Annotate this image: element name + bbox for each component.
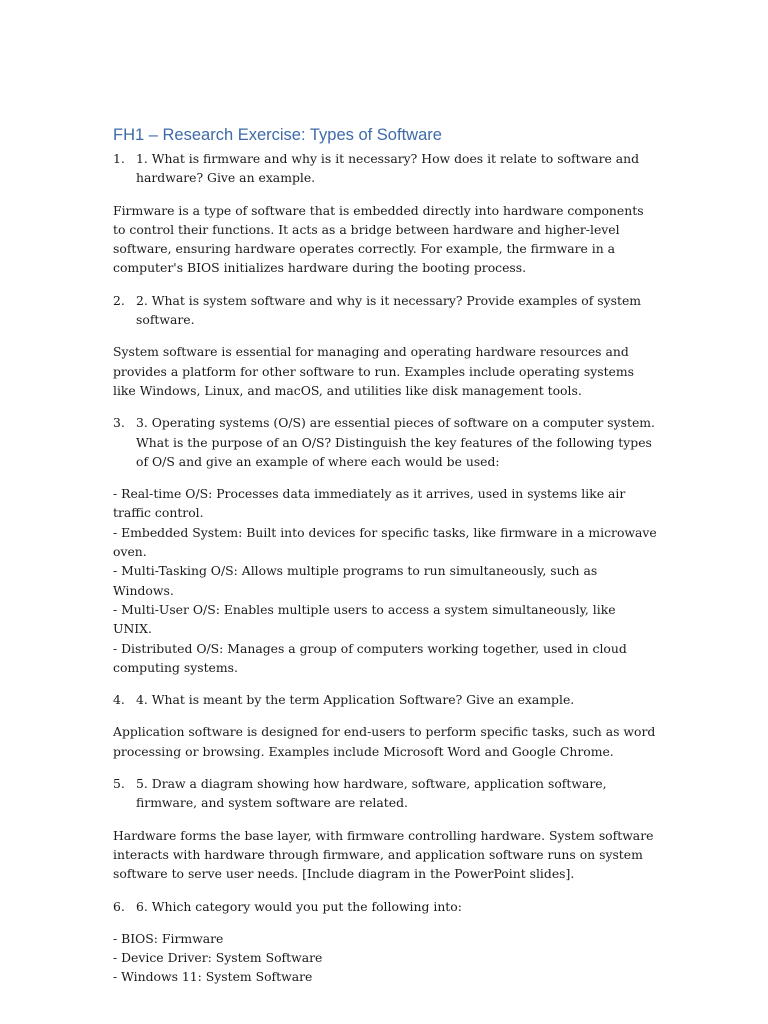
question-number: 2. bbox=[113, 292, 125, 308]
question-text: 6. Which category would you put the following into: bbox=[136, 898, 462, 914]
question-text: 1. What is firmware and why is it necessary? How does it relate to software and hardware? Give an example. bbox=[136, 151, 640, 186]
answer-line-distributed: - Distributed O/S: Manages a group of computers working together, used in cloud computing systems. bbox=[113, 640, 627, 675]
answer-line: Firmware is a type of software that is embedded directly into hardware components to control their functions. It acts as a bridge between hardware and higher-level software, ensuring hardware operates correctly. For example, the firmware in a computer's BIOS initializes hardware during the booting process. bbox=[113, 202, 644, 276]
answer-line: Hardware forms the base layer, with firmware controlling hardware. System software interacts with hardware through firmware, and application software runs on system software to serve user needs. [Include diagram in the PowerPoint slides]. bbox=[113, 827, 654, 882]
answer-line-windows: - Windows 11: System Software bbox=[113, 969, 313, 985]
answer-2 bbox=[113, 342, 658, 400]
question-6 bbox=[113, 897, 658, 916]
answer-line-bios: - BIOS: Firmware bbox=[113, 930, 224, 946]
answer-line-multiuser: - Multi-User O/S: Enables multiple users to access a system simultaneously, like UNIX. bbox=[113, 601, 616, 637]
answer-line-device-driver: - Device Driver: System Software bbox=[113, 950, 323, 966]
question-5 bbox=[113, 774, 658, 813]
document-page bbox=[113, 124, 658, 1000]
question-number: 1. bbox=[113, 151, 125, 166]
question-2 bbox=[113, 291, 658, 330]
answer-line: Application software is designed for end-users to perform specific tasks, such as word processing or browsing. Examples include Microsoft Word and Google Chrome. bbox=[113, 724, 656, 759]
question-text: 5. Draw a diagram showing how hardware, software, application software, firmware, and system software are related. bbox=[136, 776, 607, 811]
question-number: 4. bbox=[113, 692, 125, 708]
answer-5 bbox=[113, 826, 658, 884]
question-4 bbox=[113, 690, 658, 709]
answer-line-multitasking: - Multi-Tasking O/S: Allows multiple programs to run simultaneously, such as Windows. bbox=[113, 563, 598, 598]
answer-1 bbox=[113, 201, 658, 278]
question-number: 6. bbox=[113, 898, 125, 914]
question-3 bbox=[113, 413, 658, 471]
question-number: 3. bbox=[113, 415, 125, 431]
answer-line: System software is essential for managing and operating hardware resources and provides a platform for other software to run. Examples include operating systems like Windows, Linux, and macOS, and utilities like disk management tools. bbox=[113, 344, 634, 398]
answer-6 bbox=[113, 929, 658, 987]
question-text: 4. What is meant by the term Application Software? Give an example. bbox=[136, 692, 575, 708]
question-1 bbox=[113, 149, 658, 188]
question-text: 2. What is system software and why is it necessary? Provide examples of system software. bbox=[136, 292, 642, 328]
answer-line-realtime: - Real-time O/S: Processes data immediately as it arrives, used in systems like air traffic control. bbox=[113, 486, 626, 521]
answer-3 bbox=[113, 484, 658, 677]
question-number: 5. bbox=[113, 776, 125, 792]
question-text: 3. Operating systems (O/S) are essential pieces of software on a computer system. What is the purpose of an O/S? Distinguish the key features of the following types of O/S and give an example of where each would be used: bbox=[136, 415, 655, 469]
document-title: FH1 – Research Exercise: Types of Software bbox=[113, 126, 442, 144]
answer-line-embedded: - Embedded System: Built into devices for specific tasks, like firmware in a microwave oven. bbox=[113, 524, 657, 560]
answer-4 bbox=[113, 722, 658, 761]
